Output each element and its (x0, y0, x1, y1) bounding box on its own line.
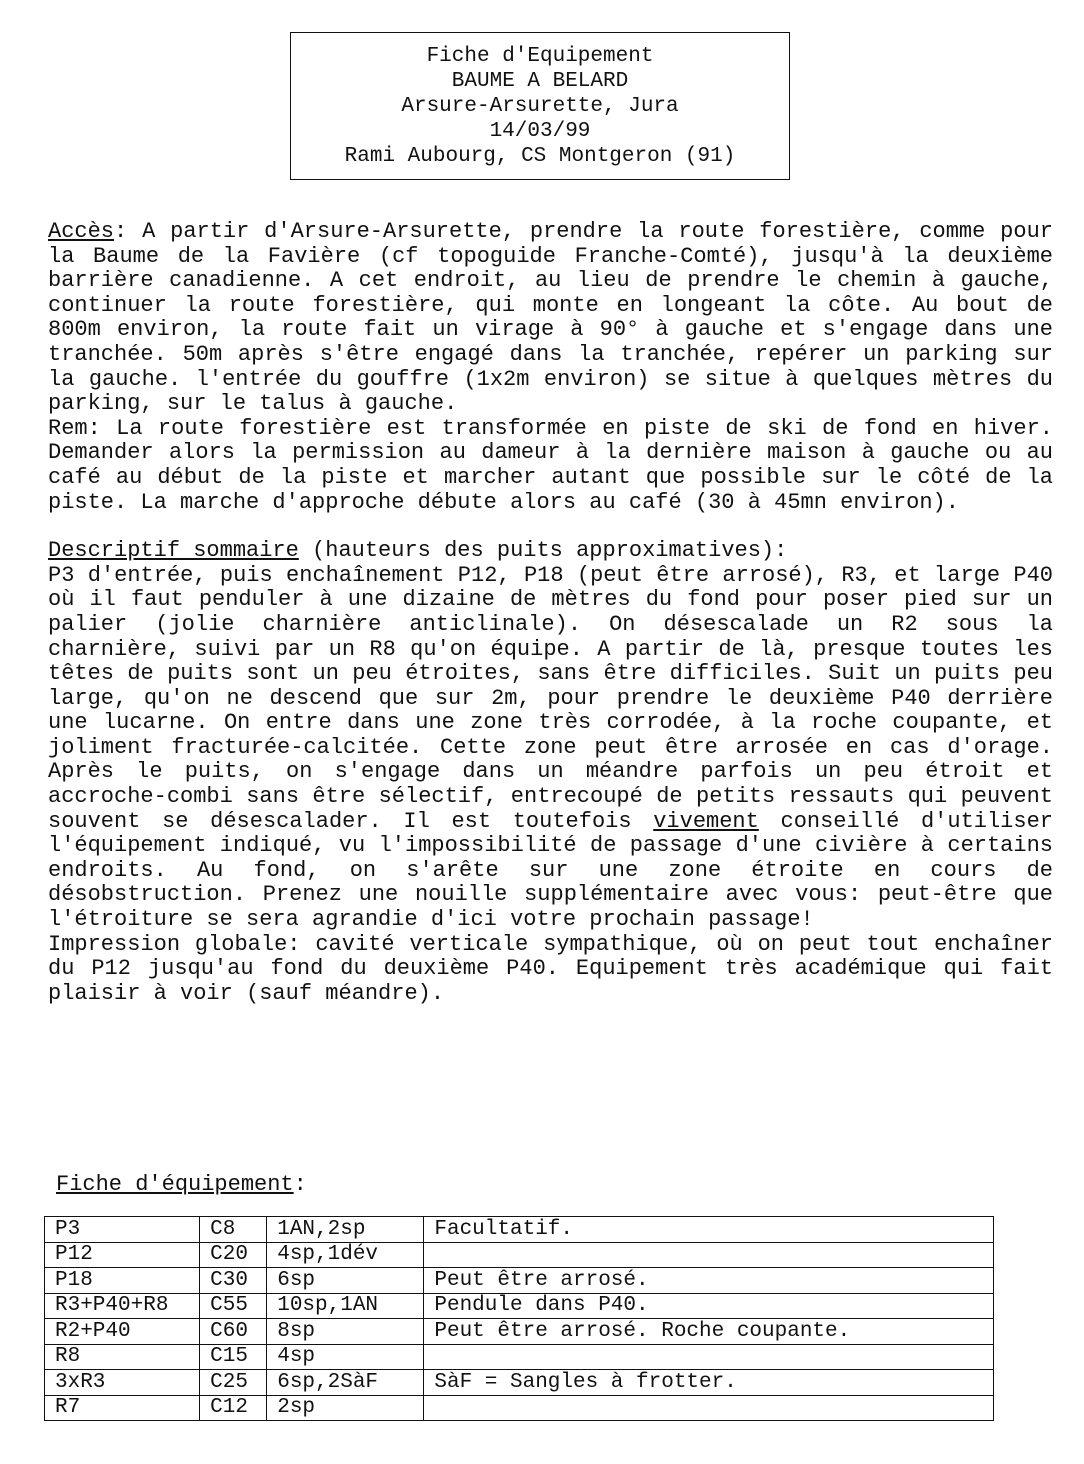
fiche-heading (56, 1172, 307, 1198)
cell-obstacle: P18 (45, 1268, 200, 1294)
cell-remarque: Peut être arrosé. (424, 1268, 994, 1294)
cell-corde: C60 (200, 1319, 267, 1345)
acces-text: : A partir d'Arsure-Arsurette, prendre la route forestière, comme pour la Baume de la Favière (cf topoguide Franche-Comté), jusqu'à la deuxième barrière canadienne. A cet endroit, au lieu de prendre le chemin à gauche, continuer la route forestière, qui monte en longeant la côte. Au bout de 800m environ, la route fait un virage à 90° à gauche et s'engage dans une tranchée. 50m après s'être engagé dans la tranchée, repérer un parking sur la gauche. l'entrée du gouffre (1x2m environ) se situe à quelques mètres du parking, sur le talus à gauche. (48, 219, 1053, 417)
header-author: Rami Aubourg, CS Montgeron (91) (344, 144, 736, 168)
cell-remarque: Pendule dans P40. (424, 1293, 994, 1319)
acces-label: Accès (48, 219, 115, 244)
impression-paragraph: Impression globale: cavité verticale sympathique, où on peut tout enchaîner du P12 jusqu'au fond du deuxième P40. Equipement très académique qui fait plaisir à voir (sauf méandre). (48, 931, 1053, 1006)
cell-obstacle: R3+P40+R8 (45, 1293, 200, 1319)
descriptif-label-suffix: (hauteurs des puits approximatives): (298, 538, 788, 564)
equipment-table (44, 1216, 994, 1421)
cell-amarrages: 10sp,1AN (267, 1293, 424, 1319)
cell-amarrages: 8sp (267, 1319, 424, 1345)
fiche-label: Fiche d'équipement (56, 1172, 294, 1197)
cell-amarrages: 6sp (267, 1268, 424, 1294)
descriptif-heading (48, 539, 1053, 564)
acces-paragraph (48, 220, 1053, 417)
cell-corde: C55 (200, 1293, 267, 1319)
cell-remarque (424, 1344, 994, 1370)
cell-corde: C8 (200, 1217, 267, 1243)
cell-amarrages: 4sp (267, 1344, 424, 1370)
cell-remarque: Peut être arrosé. Roche coupante. (424, 1319, 994, 1345)
table-row (45, 1344, 994, 1370)
table-row (45, 1217, 994, 1243)
cell-corde: C12 (200, 1395, 267, 1421)
cell-amarrages: 1AN,2sp (267, 1217, 424, 1243)
table-row (45, 1242, 994, 1268)
cell-amarrages: 6sp,2SàF (267, 1370, 424, 1396)
cell-obstacle: R8 (45, 1344, 200, 1370)
descriptif-paragraph (48, 564, 1053, 933)
header-title: Fiche d'Equipement (426, 44, 654, 68)
cell-corde: C20 (200, 1242, 267, 1268)
cell-obstacle: 3xR3 (45, 1370, 200, 1396)
fiche-label-suffix: : (293, 1172, 307, 1197)
cell-obstacle: R7 (45, 1395, 200, 1421)
cell-remarque (424, 1242, 994, 1268)
cell-remarque: SàF = Sangles à frotter. (424, 1370, 994, 1396)
table-row (45, 1395, 994, 1421)
descriptif-label: Descriptif sommaire (48, 538, 299, 564)
header-date: 14/03/99 (489, 119, 591, 143)
cell-remarque (424, 1395, 994, 1421)
descriptif-text-after: conseillé d'utiliser l'équipement indiqué, vu l'impossibilité de passage d'une civière à certains endroits. Au fond, on s'arête sur une zone étroite en cours de désobstruction. Prenez une nouille supplémentaire avec vous: peut-être que l'étroiture se sera agrandie d'ici votre prochain passage! (48, 808, 1053, 933)
descriptif-emphasis: vivement (653, 808, 759, 834)
table-row (45, 1319, 994, 1345)
cell-corde: C25 (200, 1370, 267, 1396)
cell-obstacle: R2+P40 (45, 1319, 200, 1345)
header-location: Arsure-Arsurette, Jura (401, 94, 679, 118)
cell-remarque: Facultatif. (424, 1217, 994, 1243)
header-cave-name: BAUME A BELARD (451, 69, 629, 93)
cell-obstacle: P3 (45, 1217, 200, 1243)
cell-corde: C15 (200, 1344, 267, 1370)
cell-amarrages: 2sp (267, 1395, 424, 1421)
acces-remark: Rem: La route forestière est transformée en piste de ski de fond en hiver. Demander alors la permission au dameur à la dernière maison à gauche ou au café au début de la piste et marcher autant que possible sur le côté de la piste. La marche d'approche débute alors au café (30 à 45mn environ). (48, 415, 1053, 515)
cell-corde: C30 (200, 1268, 267, 1294)
table-row (45, 1268, 994, 1294)
header-box (290, 32, 790, 180)
body-text (48, 220, 1053, 1006)
descriptif-text-before: P3 d'entrée, puis enchaînement P12, P18 (peut être arrosé), R3, et large P40 où il faut penduler à une dizaine de mètres du fond pour poser pied sur un palier (jolie charnière anticlinale). On désescalade un R2 sous la charnière, suivi par un R8 qu'on équipe. A partir de là, presque toutes les têtes de puits sont un peu étroites, sans être difficiles. Suit un puits peu large, qu'on ne descend que sur 2m, pour prendre le deuxième P40 derrière une lucarne. On entre dans une zone très corrodée, à la roche coupante, et joliment fracturée-calcitée. Cette zone peut être arrosée en cas d'orage. Après le puits, on s'engage dans un méandre parfois un peu étroit et accroche-combi sans être sélectif, entrecoupé de petits ressauts qui peuvent souvent se désescalader. Il est toutefois (48, 562, 1053, 834)
cell-amarrages: 4sp,1dév (267, 1242, 424, 1268)
table-row (45, 1293, 994, 1319)
cell-obstacle: P12 (45, 1242, 200, 1268)
table-row (45, 1370, 994, 1396)
